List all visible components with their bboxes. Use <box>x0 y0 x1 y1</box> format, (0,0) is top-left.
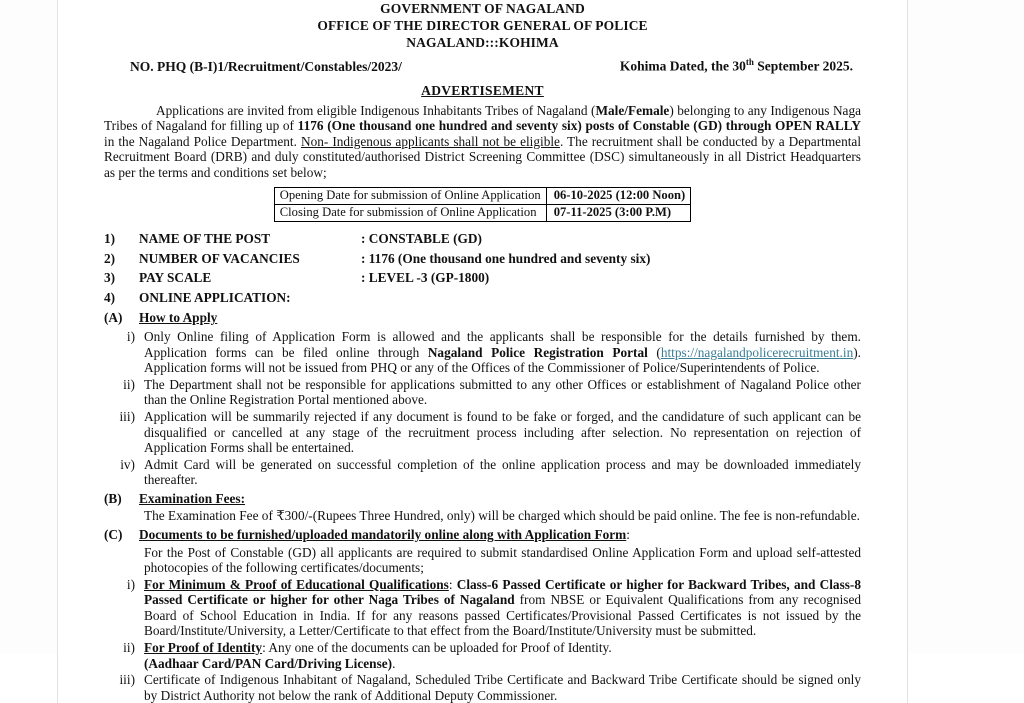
advertisement-title: ADVERTISEMENT <box>421 82 544 98</box>
date-ordinal-suffix: th <box>745 57 754 67</box>
item-number: i) <box>126 576 135 592</box>
item-number: iv) <box>120 456 135 472</box>
opening-date-label: Opening Date for submission of Online Application <box>274 188 546 205</box>
identity-line-period: . <box>392 655 396 671</box>
header-line-location: NAGALAND:::KOHIMA <box>406 35 559 50</box>
date-prefix: Kohima Dated, the 30 <box>619 58 746 74</box>
item-number: ii) <box>123 640 135 656</box>
paren-close: ) <box>853 344 858 360</box>
section-a-heading-row <box>104 308 861 328</box>
section-a-marker: (A) <box>104 310 123 326</box>
text-after-portal: . Application forms will not be issued from PHQ or any of the Offices of the Commissioner of Police/Superintendents of Police. <box>144 344 861 376</box>
identity-details: Any one of the documents can be uploaded for Proof of Identity. <box>268 640 612 656</box>
qualification-requirement: Class-6 Passed Certificate or higher for Backward Tribes, and Class-8 Passed Certificate or higher for other Naga Tribes of Nagaland <box>144 576 861 608</box>
dates-table-wrapper <box>104 187 861 222</box>
reference-and-date-row <box>104 57 861 75</box>
section-b-heading: Examination Fees: <box>139 490 245 506</box>
section-b-heading-row <box>104 489 861 509</box>
proof-of-identity-label: For Proof of Identity <box>144 640 263 656</box>
list-item <box>104 409 861 456</box>
detail-value: : CONSTABLE (GD) <box>361 231 482 247</box>
educational-qualifications-label: For Minimum & Proof of Educational Qualifications <box>144 576 449 592</box>
intro-part-1: Applications are invited from eligible Indigenous Inhabitants Tribes of Nagaland ( <box>156 102 596 118</box>
list-item <box>104 377 861 408</box>
closing-date-value: 07-11-2025 (3:00 P.M) <box>546 205 691 222</box>
item-number: ii) <box>123 376 135 392</box>
section-a-heading: How to Apply <box>139 310 218 326</box>
dates-table <box>274 187 691 222</box>
text-before-portal: Only Online filing of Application Form is allowed and the applicants shall be responsible for the details furnished by them. Application forms can be filed online through <box>144 328 861 360</box>
item-text <box>144 329 861 376</box>
reference-number: NO. PHQ (B-I)1/Recruitment/Constables/2023/ <box>130 58 402 74</box>
qualification-details: from NBSE or Equivalent Qualifications from any recognised Board of School Education in India. If for any reasons passed Certificates/Provisional Passed Certificates is not issued by the Board/Institute/University, a Letter/Certificate to that effect from the Board/Institute/University must be submitted. <box>144 592 861 639</box>
item-text <box>144 640 861 671</box>
section-c-marker: (C) <box>104 527 123 542</box>
item-text: Certificate of Indigenous Inhabitant of Nagaland, Scheduled Tribe Certificate and Backward Tribe Certificate should be signed only by District Authority not below the rank of Additional Deputy Commissioner. <box>144 672 861 703</box>
colon-separator: : <box>262 640 269 656</box>
list-item <box>104 329 861 376</box>
item-number: i) <box>126 328 135 344</box>
list-item <box>104 268 861 288</box>
table-row <box>274 205 690 222</box>
list-item <box>104 457 861 488</box>
detail-value <box>361 288 861 308</box>
intro-part-3: in the Nagaland Police Department. <box>104 133 301 149</box>
detail-label: PAY SCALE <box>139 270 212 286</box>
item-text: Application will be summarily rejected if any document is found to be fake or forged, and the candidature of such applicant can be disqualified or cancelled at any stage of the recruitment process including after selection. No representation on rejection of Application Forms shall be entertained. <box>144 408 861 456</box>
list-item <box>104 577 861 639</box>
section-b-body: The Examination Fee of ₹300/-(Rupees Three Hundred, only) will be charged which should be paid online. The fee is non-refundable. <box>144 508 860 524</box>
intro-underline-eligibility: Non- Indigenous applicants shall not be eligible <box>300 133 560 149</box>
section-c-heading-group <box>139 525 630 545</box>
portal-name: Nagaland Police Registration Portal <box>427 344 648 360</box>
date-suffix: September 2025. <box>753 58 853 74</box>
section-c-heading: Documents to be furnished/uploaded mandatorily online along with Application Form <box>139 527 627 542</box>
intro-bold-vacancy-count: 1176 (One thousand one hundred and seventy six) posts of Constable (GD) through OPEN RALLY <box>297 118 861 134</box>
document-page <box>57 0 908 703</box>
item-text <box>144 577 861 639</box>
table-row <box>274 188 690 205</box>
list-item <box>104 288 861 308</box>
item-text: The Department shall not be responsible for applications submitted to any other Offices or establishment of Nagaland Police other than the Online Registration Portal mentioned above. <box>144 376 861 408</box>
intro-bold-male-female: Male/Female <box>595 102 670 118</box>
document-date <box>620 57 853 75</box>
detail-number: 2) <box>104 250 116 266</box>
post-details-list <box>104 229 861 307</box>
detail-label: ONLINE APPLICATION: <box>139 289 291 305</box>
list-item <box>104 249 861 269</box>
section-c-body: For the Post of Constable (GD) all applicants are required to submit standardised Online Application Form and upload self-attested photocopies of the following certificates/documents; <box>144 544 861 576</box>
section-c-heading-row <box>104 525 861 545</box>
document-header <box>104 0 861 51</box>
paren-open: ( <box>647 344 661 360</box>
detail-label: NAME OF THE POST <box>139 231 271 247</box>
registration-portal-link[interactable]: https://nagalandpolicerecruitment.in <box>660 344 854 360</box>
list-item <box>104 672 861 703</box>
detail-value: : 1176 (One thousand one hundred and seventy six) <box>361 250 651 266</box>
closing-date-label: Closing Date for submission of Online Application <box>274 205 546 222</box>
detail-label: NUMBER OF VACANCIES <box>139 250 300 266</box>
intro-part-4: . The recruitment shall be conducted by a Departmental Recruitment Board (DRB) and duly constituted/authorised District Screening Committee (DSC) simultaneously in all District Headquarters as per the terms and conditions set below; <box>104 133 862 180</box>
section-c-heading-colon: : <box>626 527 630 542</box>
list-item <box>104 640 861 671</box>
intro-paragraph <box>104 103 861 181</box>
opening-date-value: 06-10-2025 (12:00 Noon) <box>546 188 691 205</box>
section-b-marker: (B) <box>104 490 122 506</box>
accepted-identity-documents: (Aadhaar Card/PAN Card/Driving License) <box>144 655 393 671</box>
colon-separator: : <box>448 576 457 592</box>
detail-number: 4) <box>104 289 116 305</box>
item-text: Admit Card will be generated on successful completion of the online application process and may be downloaded immediately thereafter. <box>144 456 861 488</box>
list-item <box>104 229 861 249</box>
detail-number: 3) <box>104 270 116 286</box>
intro-part-2: ) belonging to any Indigenous Naga Tribes of Nagaland for filling up of <box>104 102 861 134</box>
detail-value: : LEVEL -3 (GP-1800) <box>361 270 490 286</box>
detail-number: 1) <box>104 231 116 247</box>
item-number: iii) <box>119 408 135 424</box>
item-number: iii) <box>119 672 135 688</box>
header-line-government: GOVERNMENT OF NAGALAND <box>380 1 585 16</box>
header-line-office: OFFICE OF THE DIRECTOR GENERAL OF POLICE <box>317 18 648 33</box>
